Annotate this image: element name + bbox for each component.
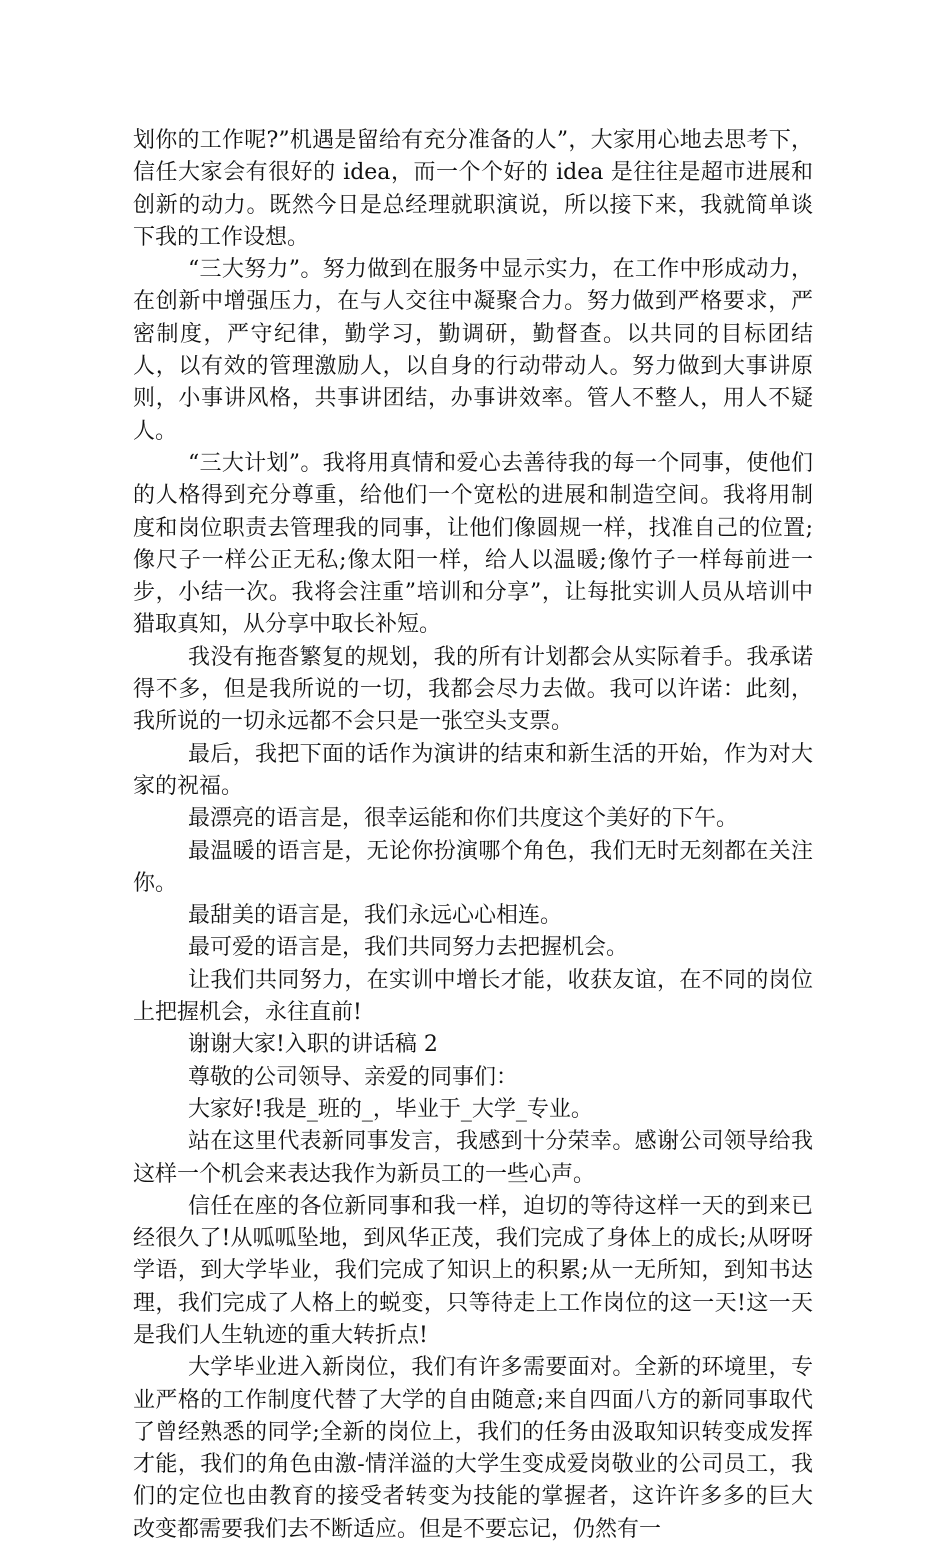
paragraph: 大家好!我是_班的_，毕业于_大学_专业。 bbox=[188, 1096, 593, 1122]
paragraph: 站在这里代表新同事发言，我感到十分荣幸。感谢公司领导给我这样一个机会来表达我作为新员工的一些心声。 bbox=[133, 1129, 813, 1187]
paragraph: “三大努力”。努力做到在服务中显示实力，在工作中形成动力，在创新中增强压力，在与人交往中凝聚合力。努力做到严格要求，严密制度，严守纪律，勤学习，勤调研，勤督查。以共同的目标团结人，以有效的管理激励人，以自身的行动带动人。努力做到大事讲原则，小事讲风格，共事讲团结，办事讲效率。管人不整人，用人不疑人。 bbox=[133, 257, 813, 444]
paragraph: 划你的工作呢?”机遇是留给有充分准备的人”，大家用心地去思考下，信任大家会有很好的 idea，而一个个好的 idea 是往往是超市进展和创新的动力。既然今日是总经理就职演说，所以接下来，我就简单谈下我的工作设想。 bbox=[133, 128, 813, 250]
paragraph: 最温暖的语言是，无论你扮演哪个角色，我们无时无刻都在关注你。 bbox=[133, 838, 813, 896]
paragraph: “三大计划”。我将用真情和爱心去善待我的每一个同事，使他们的人格得到充分尊重，给他们一个宽松的进展和制造空间。我将用制度和岗位职责去管理我的同事，让他们像圆规一样，找准自己的位置;像尺子一样公正无私;像太阳一样，给人以温暖;像竹子一样每前进一步，小结一次。我将会注重”培训和分享”，让每批实训人员从培训中猎取真知，从分享中取长补短。 bbox=[133, 450, 813, 638]
paragraph: 最甜美的语言是，我们永远心心相连。 bbox=[188, 903, 563, 929]
paragraph: 让我们共同努力，在实训中增长才能，收获友谊，在不同的岗位上把握机会，永往直前! bbox=[133, 967, 813, 1026]
paragraph: 最后，我把下面的话作为演讲的结束和新生活的开始，作为对大家的祝福。 bbox=[133, 741, 813, 799]
section-title: 谢谢大家!入职的讲话稿 2 bbox=[188, 1032, 438, 1058]
paragraph: 大学毕业进入新岗位，我们有许多需要面对。全新的环境里，专业严格的工作制度代替了大学的自由随意;来自四面八方的新同事取代了曾经熟悉的同学;全新的岗位上，我们的任务由汲取知识转变成发挥才能，我们的角色由激-情洋溢的大学生变成爱岗敬业的公司员工，我们的定位也由教育的接受者转变为技能的掌握者，这许许多多的巨大改变都需要我们去不断适应。但是不要忘记，仍然有一 bbox=[133, 1355, 813, 1542]
salutation: 尊敬的公司领导、亲爱的同事们： bbox=[188, 1064, 519, 1090]
paragraph: 信任在座的各位新同事和我一样，迫切的等待这样一天的到来已经很久了!从呱呱坠地，到风华正茂，我们完成了身体上的成长;从呀呀学语，到大学毕业，我们完成了知识上的积累;从一无所知，到知书达理，我们完成了人格上的蜕变，只等待走上工作岗位的这一天!这一天是我们人生轨迹的重大转折点! bbox=[133, 1193, 813, 1348]
document-body bbox=[133, 125, 813, 1546]
paragraph: 最可爱的语言是，我们共同努力去把握机会。 bbox=[188, 935, 629, 961]
paragraph: 我没有拖沓繁复的规划，我的所有计划都会从实际着手。我承诺得不多，但是我所说的一切，我都会尽力去做。我可以许诺：此刻，我所说的一切永远都不会只是一张空头支票。 bbox=[133, 644, 813, 735]
paragraph: 最漂亮的语言是，很幸运能和你们共度这个美好的下午。 bbox=[188, 806, 739, 832]
